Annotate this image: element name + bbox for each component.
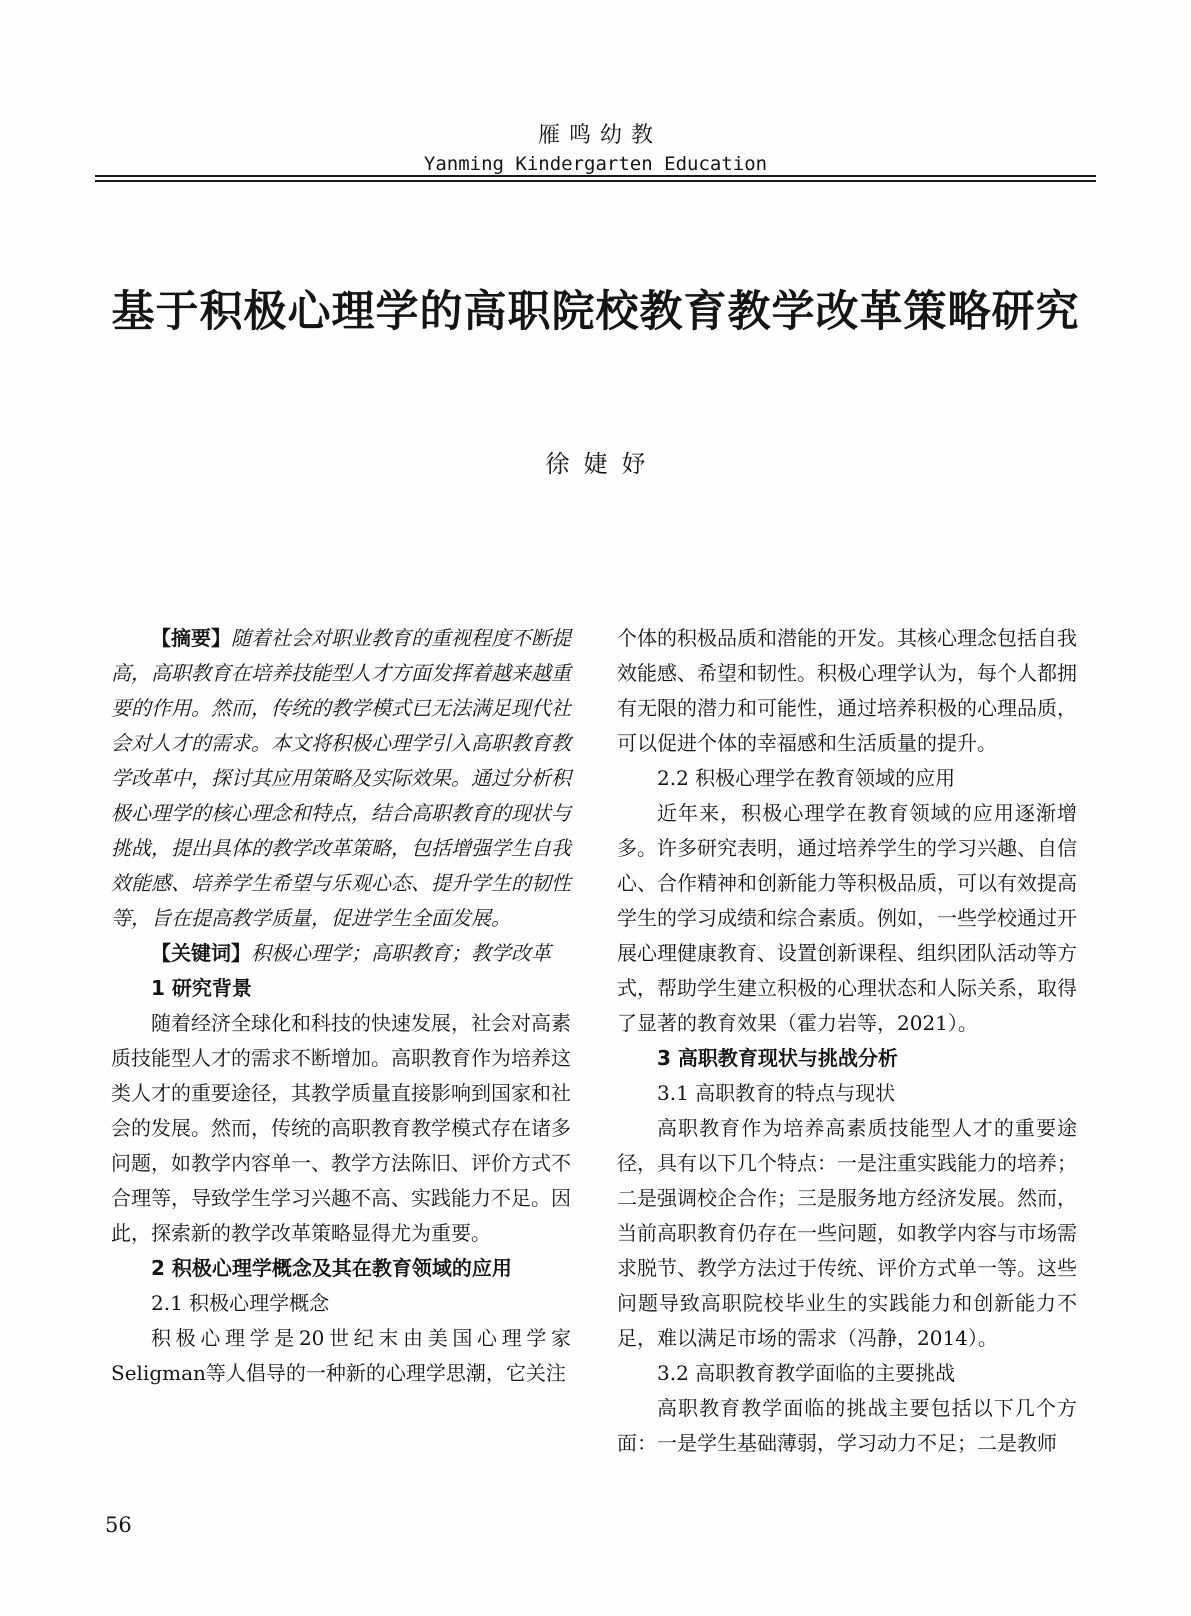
- section-2-1-body-left: 积极心理学是20世纪末由美国心理学家Seligman等人倡导的一种新的心理学思潮，它关注: [111, 1326, 571, 1385]
- abstract-paragraph: [111, 621, 571, 936]
- section-3-2-body: 高职教育教学面临的挑战主要包括以下几个方面：一是学生基础薄弱，学习动力不足；二是教师: [617, 1396, 1077, 1455]
- section-2-2-body: 近年来，积极心理学在教育领域的应用逐渐增多。许多研究表明，通过培养学生的学习兴趣、自信心、合作精神和创新能力等积极品质，可以有效提高学生的学习成绩和综合素质。例如，一些学校通过开展心理健康教育、设置创新课程、组织团队活动等方式，帮助学生建立积极的心理状态和人际关系，取得了显著的教育效果（霍力岩等，2021）。: [617, 801, 1077, 1035]
- journal-name-cn: 雁鸣幼教: [537, 123, 662, 148]
- column-right: [617, 621, 1077, 1461]
- section-2-heading: 2 积极心理学概念及其在教育领域的应用: [151, 1256, 512, 1280]
- keywords-paragraph: [111, 936, 571, 971]
- section-3-heading: 3 高职教育现状与挑战分析: [657, 1046, 898, 1070]
- section-2-1-heading: 2.1 积极心理学概念: [151, 1291, 330, 1315]
- header-double-rule: [95, 175, 1096, 182]
- page-number: 56: [105, 1513, 132, 1537]
- section-1-heading: 1 研究背景: [151, 976, 252, 1000]
- article-title: 基于积极心理学的高职院校教育教学改革策略研究: [111, 287, 1080, 337]
- abstract-label: 【摘要】: [151, 626, 231, 650]
- journal-name-en: Yanming Kindergarten Education: [423, 153, 768, 175]
- section-3-1-body: 高职教育作为培养高素质技能型人才的重要途径，具有以下几个特点：一是注重实践能力的培养；二是强调校企合作；三是服务地方经济发展。然而，当前高职教育仍存在一些问题，如教学内容与市场需求脱节、教学方法过于传统、评价方式单一等。这些问题导致高职院校毕业生的实践能力和创新能力不足，难以满足市场的需求（冯静，2014）。: [617, 1116, 1077, 1350]
- section-2-1-body-continued: 个体的积极品质和潜能的开发。其核心理念包括自我效能感、希望和韧性。积极心理学认为，每个人都拥有无限的潜力和可能性，通过培养积极的心理品质，可以促进个体的幸福感和生活质量的提升。: [617, 626, 1077, 755]
- abstract-text: 随着社会对职业教育的重视程度不断提高，高职教育在培养技能型人才方面发挥着越来越重要的作用。然而，传统的教学模式已无法满足现代社会对人才的需求。本文将积极心理学引入高职教育教学改革中，探讨其应用策略及实际效果。通过分析积极心理学的核心理念和特点，结合高职教育的现状与挑战，提出具体的教学改革策略，包括增强学生自我效能感、培养学生希望与乐观心态、提升学生的韧性等，旨在提高教学质量，促进学生全面发展。: [111, 626, 571, 930]
- keywords-label: 【关键词】: [151, 941, 251, 965]
- section-2-2-heading: 2.2 积极心理学在教育领域的应用: [657, 766, 956, 790]
- column-left: [111, 621, 571, 1391]
- article-author: 徐婕妤: [545, 450, 660, 478]
- keywords-text: 积极心理学；高职教育；教学改革: [251, 941, 551, 965]
- journal-header: [0, 118, 1191, 175]
- section-3-2-heading: 3.2 高职教育教学面临的主要挑战: [657, 1361, 956, 1385]
- section-3-1-heading: 3.1 高职教育的特点与现状: [657, 1081, 896, 1105]
- section-1-body: 随着经济全球化和科技的快速发展，社会对高素质技能型人才的需求不断增加。高职教育作为培养这类人才的重要途径，其教学质量直接影响到国家和社会的发展。然而，传统的高职教育教学模式存在诸多问题，如教学内容单一、教学方法陈旧、评价方式不合理等，导致学生学习兴趣不高、实践能力不足。因此，探索新的教学改革策略显得尤为重要。: [111, 1011, 571, 1245]
